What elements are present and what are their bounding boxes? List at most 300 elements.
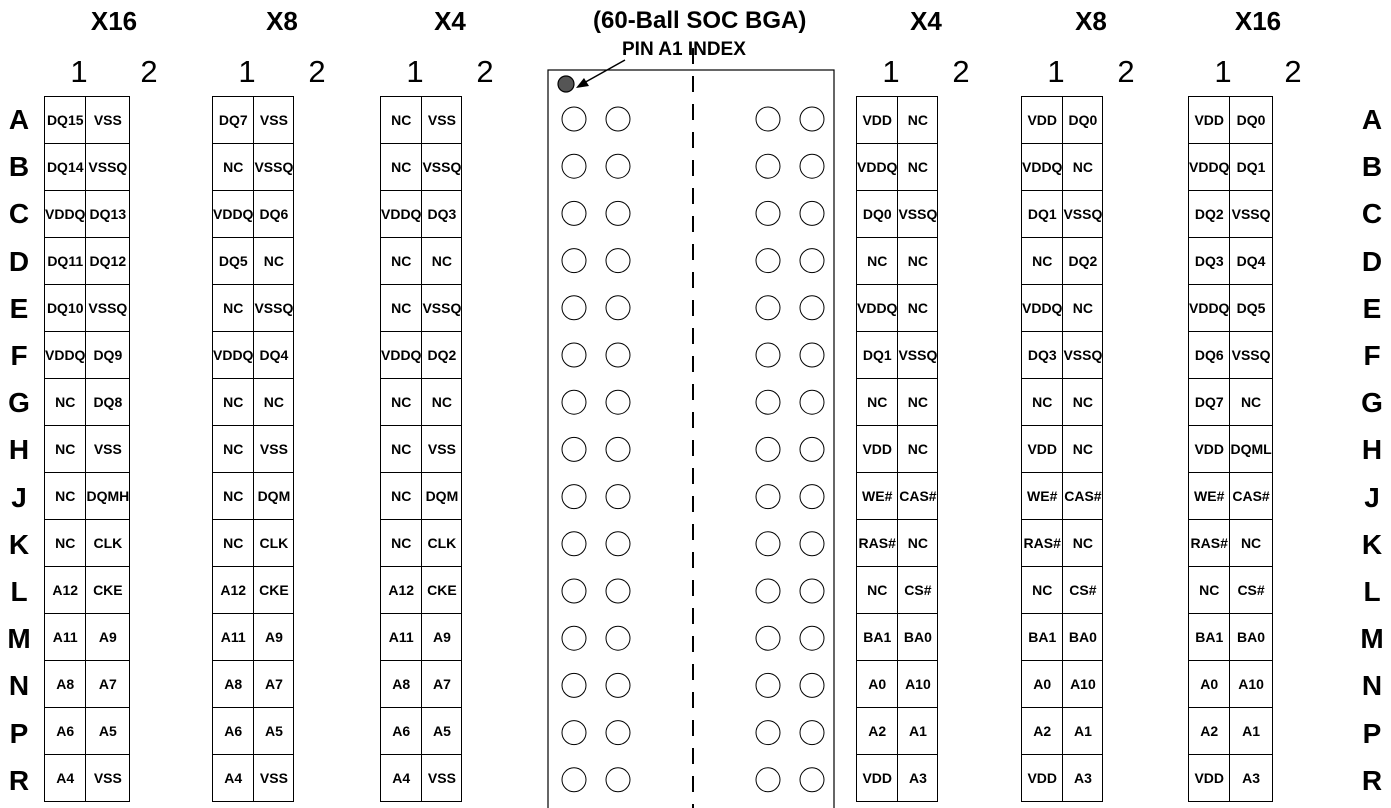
ball-pad xyxy=(756,201,780,225)
pin-row xyxy=(1022,661,1103,708)
pin-cell: DQ1 xyxy=(857,332,898,379)
pin-row xyxy=(213,567,294,614)
pin-cell: NC xyxy=(857,238,898,285)
pin-cell: A11 xyxy=(45,614,86,661)
pin-table xyxy=(856,96,938,802)
pin-row xyxy=(1022,614,1103,661)
column-number: 1 xyxy=(1214,54,1232,89)
pin-row xyxy=(857,473,938,520)
row-label: F xyxy=(10,340,28,371)
pin-cell: DQ4 xyxy=(1230,238,1272,285)
column-number: 1 xyxy=(882,54,900,89)
pin-row xyxy=(213,708,294,755)
pin-cell: A4 xyxy=(213,755,254,802)
pin-cell: VSS xyxy=(254,755,294,802)
ball-pad xyxy=(562,154,586,178)
pin-cell: RAS# xyxy=(1022,520,1063,567)
pin-cell: BA1 xyxy=(1022,614,1063,661)
pin-cell: NC xyxy=(1063,379,1103,426)
ball-pad xyxy=(756,626,780,650)
pin-cell: A3 xyxy=(1063,755,1103,802)
pin-cell: NC xyxy=(254,379,294,426)
ball-pad xyxy=(800,721,824,745)
pin-cell: A5 xyxy=(86,708,130,755)
pin-cell: DQ0 xyxy=(1230,97,1272,144)
pin-row xyxy=(213,426,294,473)
pin-cell: A12 xyxy=(45,567,86,614)
pin-row xyxy=(213,144,294,191)
pin-cell: RAS# xyxy=(857,520,898,567)
pin-row xyxy=(857,661,938,708)
pin-row xyxy=(213,285,294,332)
group-header: X4 xyxy=(434,6,466,36)
row-label: B xyxy=(1361,151,1383,183)
ball-pad xyxy=(562,249,586,273)
pin-cell: A9 xyxy=(422,614,462,661)
pin-row xyxy=(45,379,130,426)
pin-row xyxy=(381,661,462,708)
pin-cell: A5 xyxy=(254,708,294,755)
pin-cell: NC xyxy=(45,520,86,567)
pin-cell: A0 xyxy=(1022,661,1063,708)
row-label: K xyxy=(8,528,30,560)
pin-cell: VDD xyxy=(1189,755,1230,802)
pin-cell: VDDQ xyxy=(1189,285,1230,332)
pin-cell: CKE xyxy=(422,567,462,614)
pin-row xyxy=(857,755,938,802)
column-number: 2 xyxy=(952,54,970,89)
pin-row xyxy=(45,661,130,708)
pin-row xyxy=(213,379,294,426)
pin-row xyxy=(1189,97,1273,144)
ball-pad xyxy=(800,107,824,131)
ball-pad xyxy=(606,249,630,273)
pin-cell: VDD xyxy=(1022,755,1063,802)
pin-a1-index-label: PIN A1 INDEX xyxy=(622,39,746,60)
pin-row xyxy=(381,426,462,473)
row-label: P xyxy=(9,717,29,749)
row-label: E xyxy=(1362,292,1382,324)
pin-cell: A1 xyxy=(1063,708,1103,755)
pin-row xyxy=(1189,520,1273,567)
group-header: X16 xyxy=(1234,6,1282,36)
pin-row xyxy=(45,567,130,614)
pin-cell: VDDQ xyxy=(857,285,898,332)
pin-cell: NC xyxy=(898,379,938,426)
ball-pad xyxy=(562,532,586,556)
pin-cell: NC xyxy=(898,97,938,144)
pin-cell: A4 xyxy=(45,755,86,802)
pin-cell: NC xyxy=(381,144,422,191)
pin-cell: A2 xyxy=(1022,708,1063,755)
pin-cell: NC xyxy=(1063,520,1103,567)
pin-cell: A3 xyxy=(1230,755,1272,802)
pin-cell: CLK xyxy=(86,520,130,567)
ball-pad xyxy=(800,532,824,556)
pin-a1-index-dot xyxy=(558,76,574,92)
ball-pad xyxy=(800,343,824,367)
pin-cell: NC xyxy=(381,473,422,520)
row-label: N xyxy=(8,670,30,702)
pin-cell: CAS# xyxy=(1063,473,1103,520)
ball-pad xyxy=(800,673,824,697)
pin-row xyxy=(381,567,462,614)
pin-cell: NC xyxy=(213,379,254,426)
pin-row xyxy=(1189,285,1273,332)
pin-cell: VDD xyxy=(1189,97,1230,144)
pin-cell: CAS# xyxy=(1230,473,1272,520)
pin-cell: DQ12 xyxy=(86,238,130,285)
pin-cell: WE# xyxy=(857,473,898,520)
ball-pad xyxy=(800,390,824,414)
pin-row xyxy=(1022,332,1103,379)
pin-cell: A2 xyxy=(857,708,898,755)
pin-cell: NC xyxy=(381,379,422,426)
pin-row xyxy=(1022,755,1103,802)
pin-cell: CAS# xyxy=(898,473,938,520)
pin-row xyxy=(1022,379,1103,426)
row-label: C xyxy=(1361,198,1383,230)
pin-cell: DQ2 xyxy=(1063,238,1103,285)
group-header: X8 xyxy=(1075,6,1107,36)
pin-cell: NC xyxy=(381,285,422,332)
row-label: D xyxy=(1361,245,1383,277)
pin-row xyxy=(1189,661,1273,708)
pin-cell: CS# xyxy=(1063,567,1103,614)
pin-cell: VDDQ xyxy=(1022,285,1063,332)
pin-cell: DQ7 xyxy=(213,97,254,144)
pin-row xyxy=(45,520,130,567)
ball-pad xyxy=(606,296,630,320)
pin-cell: VSS xyxy=(86,755,130,802)
pin-cell: A9 xyxy=(254,614,294,661)
pin-row xyxy=(45,285,130,332)
row-label: J xyxy=(1364,481,1380,513)
ball-pad xyxy=(756,296,780,320)
pin-cell: DQ6 xyxy=(254,191,294,238)
pin-cell: NC xyxy=(381,97,422,144)
pin-cell: A6 xyxy=(381,708,422,755)
ball-pad xyxy=(756,390,780,414)
pin-cell: NC xyxy=(1022,379,1063,426)
pin-cell: A10 xyxy=(1230,661,1272,708)
pin-cell: A7 xyxy=(86,661,130,708)
pin-cell: NC xyxy=(45,379,86,426)
pin-row xyxy=(381,708,462,755)
pin-row xyxy=(45,614,130,661)
pin-cell: NC xyxy=(898,520,938,567)
pin-row xyxy=(1189,332,1273,379)
ball-pad xyxy=(562,296,586,320)
pin-cell: NC xyxy=(381,520,422,567)
pin-cell: CS# xyxy=(898,567,938,614)
pin-cell: DQ15 xyxy=(45,97,86,144)
pin-row xyxy=(1022,473,1103,520)
pin-cell: WE# xyxy=(1022,473,1063,520)
ball-pad xyxy=(606,107,630,131)
pin-table xyxy=(380,96,462,802)
pin-cell: DQ5 xyxy=(213,238,254,285)
pin-row xyxy=(1189,567,1273,614)
pin-cell: CKE xyxy=(86,567,130,614)
column-number: 2 xyxy=(1284,54,1302,89)
pin-cell: VDD xyxy=(1022,97,1063,144)
pin-cell: BA1 xyxy=(1189,614,1230,661)
column-number: 1 xyxy=(1047,54,1065,89)
pin-cell: NC xyxy=(422,238,462,285)
pin-row xyxy=(213,614,294,661)
ball-pad xyxy=(800,249,824,273)
pin-row xyxy=(857,567,938,614)
row-label: M xyxy=(7,623,31,655)
ball-pad xyxy=(800,626,824,650)
ball-pad xyxy=(606,626,630,650)
ball-pad xyxy=(800,296,824,320)
pin-row xyxy=(1022,285,1103,332)
pin-cell: RAS# xyxy=(1189,520,1230,567)
pin-cell: VSSQ xyxy=(1063,332,1103,379)
pin-row xyxy=(381,614,462,661)
ball-pad xyxy=(562,437,586,461)
pin-row xyxy=(213,520,294,567)
ball-pad xyxy=(606,673,630,697)
pin-cell: NC xyxy=(857,379,898,426)
ball-pad xyxy=(606,343,630,367)
ball-pad xyxy=(756,249,780,273)
pin-cell: A10 xyxy=(1063,661,1103,708)
row-label: N xyxy=(1361,670,1383,702)
pin-cell: DQ2 xyxy=(422,332,462,379)
pin-row xyxy=(381,144,462,191)
ball-pad xyxy=(562,579,586,603)
pin-cell: NC xyxy=(213,520,254,567)
pin-row xyxy=(213,97,294,144)
pin-cell: NC xyxy=(1189,567,1230,614)
pin-row xyxy=(857,520,938,567)
pin-cell: NC xyxy=(45,473,86,520)
ball-pad xyxy=(756,673,780,697)
row-label: A xyxy=(8,104,30,135)
pin-cell: NC xyxy=(898,144,938,191)
column-number: 2 xyxy=(476,54,494,89)
pin-table xyxy=(44,96,130,802)
pin-cell: BA0 xyxy=(1063,614,1103,661)
pin-cell: BA1 xyxy=(857,614,898,661)
pin-row xyxy=(1022,708,1103,755)
pin-cell: NC xyxy=(213,144,254,191)
pin-table xyxy=(1188,96,1273,802)
pin-cell: VSSQ xyxy=(254,285,294,332)
pin-cell: DQ9 xyxy=(86,332,130,379)
row-label: L xyxy=(10,576,28,607)
pin-cell: NC xyxy=(1022,567,1063,614)
ball-pad xyxy=(756,721,780,745)
pin-cell: NC xyxy=(254,238,294,285)
pin-row xyxy=(857,285,938,332)
ball-pad xyxy=(562,390,586,414)
ball-pad xyxy=(562,201,586,225)
pin-cell: VSSQ xyxy=(1063,191,1103,238)
pin-cell: DQ1 xyxy=(1022,191,1063,238)
row-label: A xyxy=(1361,104,1383,135)
pin-row xyxy=(45,708,130,755)
pin-cell: A7 xyxy=(254,661,294,708)
pin-cell: VDD xyxy=(857,755,898,802)
pin-cell: A12 xyxy=(213,567,254,614)
pin-cell: VDDQ xyxy=(1189,144,1230,191)
row-label: K xyxy=(1361,528,1383,560)
pin-row xyxy=(1022,426,1103,473)
pin-cell: DQ0 xyxy=(1063,97,1103,144)
pin-cell: DQ14 xyxy=(45,144,86,191)
pin-cell: DQ3 xyxy=(422,191,462,238)
pin-row xyxy=(1189,191,1273,238)
package-outline xyxy=(548,70,834,808)
pin-row xyxy=(381,473,462,520)
pin-cell: VDD xyxy=(1022,426,1063,473)
ball-pad xyxy=(562,107,586,131)
pin-cell: DQ2 xyxy=(1189,191,1230,238)
ball-pad xyxy=(800,579,824,603)
pin-cell: DQ6 xyxy=(1189,332,1230,379)
pin-cell: DQML xyxy=(1230,426,1272,473)
pin-cell: VDDQ xyxy=(381,332,422,379)
row-label: J xyxy=(11,481,27,513)
pin-cell: NC xyxy=(1022,238,1063,285)
pin-cell: VSS xyxy=(422,755,462,802)
ball-pad xyxy=(756,768,780,792)
index-arrow-head xyxy=(576,78,589,88)
pin-cell: A3 xyxy=(898,755,938,802)
column-number: 1 xyxy=(238,54,256,89)
pin-row xyxy=(381,285,462,332)
pin-cell: NC xyxy=(1063,285,1103,332)
row-label: B xyxy=(8,151,30,183)
pin-cell: A4 xyxy=(381,755,422,802)
pin-cell: A11 xyxy=(381,614,422,661)
row-label: G xyxy=(1361,387,1383,419)
pin-cell: A5 xyxy=(422,708,462,755)
pin-row xyxy=(1189,379,1273,426)
pin-cell: A9 xyxy=(86,614,130,661)
pin-cell: VDDQ xyxy=(45,191,86,238)
column-number: 2 xyxy=(308,54,326,89)
pin-cell: VSS xyxy=(86,97,130,144)
pin-row xyxy=(857,614,938,661)
pin-cell: VSSQ xyxy=(1230,332,1272,379)
pin-row xyxy=(381,97,462,144)
pin-cell: NC xyxy=(898,426,938,473)
column-number: 2 xyxy=(1117,54,1135,89)
pin-row xyxy=(381,520,462,567)
pin-row xyxy=(381,755,462,802)
column-number: 1 xyxy=(70,54,88,89)
pin-row xyxy=(45,238,130,285)
pin-cell: VDDQ xyxy=(381,191,422,238)
pin-cell: A8 xyxy=(381,661,422,708)
pin-row xyxy=(1022,144,1103,191)
ball-pad xyxy=(756,437,780,461)
ball-pad xyxy=(756,532,780,556)
pin-cell: CLK xyxy=(254,520,294,567)
pin-cell: VSSQ xyxy=(254,144,294,191)
pin-row xyxy=(45,97,130,144)
pin-cell: A6 xyxy=(213,708,254,755)
pin-cell: VSS xyxy=(86,426,130,473)
pin-cell: VDDQ xyxy=(857,144,898,191)
pin-row xyxy=(381,191,462,238)
row-label: F xyxy=(1363,340,1381,371)
pin-row xyxy=(213,238,294,285)
ball-pad xyxy=(606,532,630,556)
pin-row xyxy=(857,708,938,755)
ball-pad xyxy=(756,107,780,131)
pin-cell: NC xyxy=(857,567,898,614)
pin-cell: DQ7 xyxy=(1189,379,1230,426)
package-title: (60-Ball SOC BGA) xyxy=(593,7,807,34)
pin-row xyxy=(1189,614,1273,661)
pin-cell: DQ13 xyxy=(86,191,130,238)
pin-cell: NC xyxy=(213,473,254,520)
pin-cell: VSSQ xyxy=(86,144,130,191)
row-label: D xyxy=(8,245,30,277)
pin-row xyxy=(381,379,462,426)
ball-pad xyxy=(800,485,824,509)
pin-row xyxy=(857,426,938,473)
pin-cell: VDD xyxy=(857,97,898,144)
pin-cell: VDD xyxy=(857,426,898,473)
pin-cell: NC xyxy=(1230,520,1272,567)
pin-row xyxy=(45,755,130,802)
pin-row xyxy=(45,426,130,473)
pin-table xyxy=(1021,96,1103,802)
row-label: H xyxy=(8,434,30,466)
ball-pad xyxy=(606,485,630,509)
ball-pad xyxy=(562,673,586,697)
pin-cell: A1 xyxy=(898,708,938,755)
pin-row xyxy=(45,332,130,379)
pin-row xyxy=(1189,238,1273,285)
pin-row xyxy=(1189,708,1273,755)
index-arrow-line xyxy=(582,60,625,84)
pin-cell: WE# xyxy=(1189,473,1230,520)
group-header: X4 xyxy=(910,6,942,36)
pin-cell: DQM xyxy=(254,473,294,520)
row-label: G xyxy=(8,387,30,419)
pin-row xyxy=(213,332,294,379)
pin-cell: VSSQ xyxy=(422,285,462,332)
pin-row xyxy=(45,473,130,520)
row-label: R xyxy=(1361,764,1383,796)
pin-row xyxy=(1022,191,1103,238)
ball-pad xyxy=(800,768,824,792)
pin-cell: VDDQ xyxy=(213,332,254,379)
pin-cell: NC xyxy=(1063,426,1103,473)
ball-pad xyxy=(606,437,630,461)
pin-cell: DQ3 xyxy=(1189,238,1230,285)
pin-cell: DQ11 xyxy=(45,238,86,285)
pin-row xyxy=(857,191,938,238)
pin-row xyxy=(1189,144,1273,191)
pin-cell: A0 xyxy=(1189,661,1230,708)
pin-cell: A11 xyxy=(213,614,254,661)
ball-pad xyxy=(800,201,824,225)
pin-row xyxy=(1022,520,1103,567)
pin-cell: A8 xyxy=(45,661,86,708)
pin-cell: NC xyxy=(381,426,422,473)
pin-cell: DQM xyxy=(422,473,462,520)
ball-pad xyxy=(562,626,586,650)
